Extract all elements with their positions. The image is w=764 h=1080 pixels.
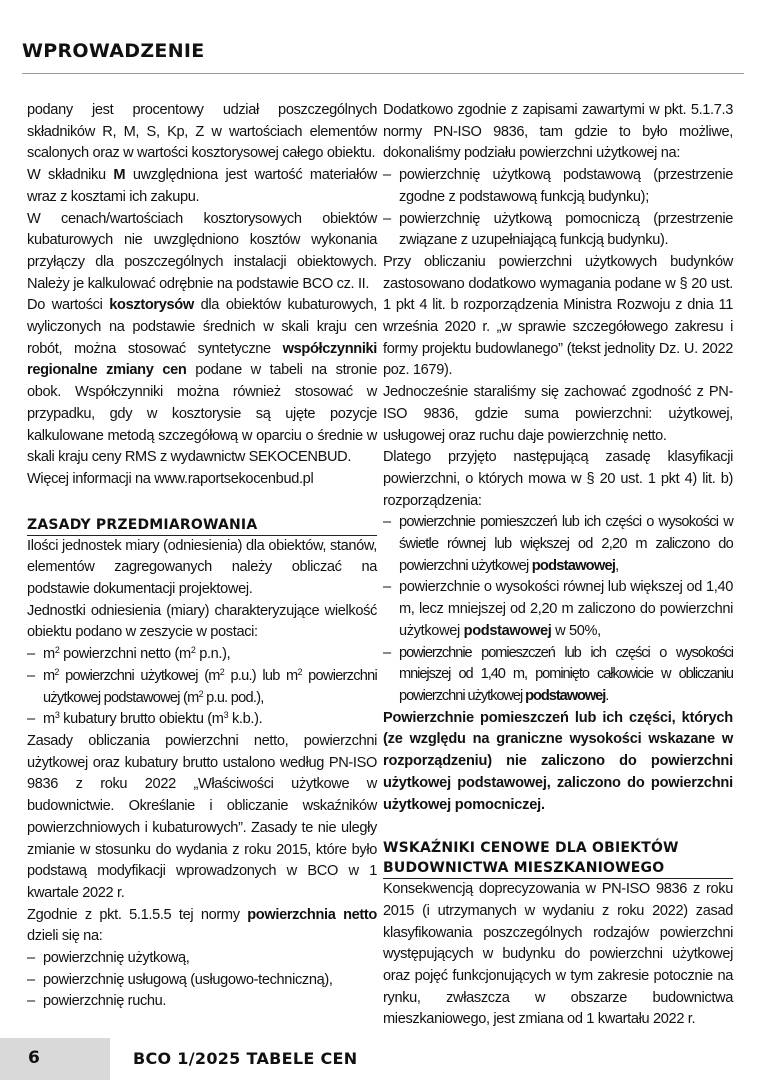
list-item: – powierzchnię usługową (usługowo-techniczną),	[27, 970, 377, 992]
list-item: – $m^2$ powierzchni użytkowej ($m^2$ p.u.) lub $m^2$ powierzchni użytkowej podstawowej ($m^2$ p.u. pod.),	[27, 666, 377, 709]
left-paragraph-8: Zasady obliczania powierzchni netto, powierzchni użytkowej oraz kubatury brutto ustalono według PN-ISO 9836 z roku 2022 „Właściwości użytkowe w budownictwie. Określanie i obliczanie wskaźników powierzchniowych i kubaturowych”. Zasady te nie uległy zmianie w stosunku do wydania z roku 2015, które było podstawą modyfikacji wprowadzonych w BCO w 1 kwartale 2022 r.	[27, 732, 377, 901]
list-item: – powierzchnię użytkową,	[27, 948, 377, 970]
page-section-title: WPROWADZENIE	[22, 40, 205, 62]
component-m-label: M	[113, 167, 126, 184]
left-paragraph-1: podany jest procentowy udział poszczególnych składników R, M, S, Kp, Z w wartościach elementów scalonych oraz w wartości kosztorysowej całego obiektu.	[27, 102, 377, 162]
section-heading-price-indicators: WSKAŹNIKI CENOWE DLA OBIEKTÓW BUDOWNICTWA MIESZKANIOWEGO	[383, 838, 733, 879]
page-number: 6	[28, 1048, 40, 1068]
list-item: – powierzchnie pomieszczeń lub ich części o wysokości mniejszej od 1,40 m, pominięto całkowicie w obliczaniu powierzchni użytkowej podstawowej.	[383, 643, 733, 708]
right-paragraph-1: Dodatkowo zgodnie z zapisami zawartymi w pkt. 5.1.7.3 normy PN-ISO 9836, tam gdzie to było możliwe, dokonaliśmy podziału powierzchni użytkowej na:	[383, 102, 733, 162]
left-paragraph-3: W cenach/wartościach kosztorysowych obiektów kubaturowych nie uwzględniono kosztów wykonania przyłączy dla poszczególnych instalacji obiektowych. Należy je kalkulować odrębnie na podstawie BCO cz. II.	[27, 210, 377, 292]
left-paragraph-2: W składniku M uwzględniona jest wartość materiałów wraz z kosztami ich zakupu.	[27, 167, 377, 205]
usable-area-list	[383, 165, 733, 252]
right-paragraph-2: Przy obliczaniu powierzchni użytkowych budynków zastosowano dodatkowo wymagania podane w § 20 ust. 1 pkt 4 lit. b rozporządzenia Ministra Rozwoju z dnia 11 września 2020 r. „w sprawie szczegółowego zakresu i formy projektu budowlanego” (tekst jednolity Dz. U. 2022 poz. 1679).	[383, 253, 733, 379]
height-classification-list	[383, 512, 733, 707]
right-bold-paragraph: Powierzchnie pomieszczeń lub ich części, których (ze względu na graniczne wysokości wskazane w rozporządzeniu) nie zaliczono do powierzchni użytkowej podstawowej, zaliczono do powierzchni użytkowej pomocniczej.	[383, 709, 733, 813]
left-column	[27, 100, 377, 1013]
right-column	[383, 100, 733, 1031]
footer-page-box	[0, 1038, 110, 1080]
publication-title: BCO 1/2025 TABELE CEN	[133, 1049, 358, 1068]
website-link[interactable]: Więcej informacji na www.raportsekocenbud.pl	[27, 470, 314, 487]
section-heading-measurement-rules: ZASADY PRZEDMIAROWANIA	[27, 515, 377, 536]
left-paragraph-6: Ilości jednostek miary (odniesienia) dla obiektów, stanów, elementów zagregowanych należy obliczać na podstawie dokumentacji projektowej.	[27, 537, 377, 598]
left-paragraph-7: Jednostki odniesienia (miary) charakteryzujące wielkość obiektu podano w zeszycie w postaci:	[27, 602, 377, 641]
right-paragraph-6: Konsekwencją doprecyzowania w PN-ISO 9836 z roku 2015 (i utrzymanych w wydaniu z roku 2022) zasad klasyfikowania poszczególnych rodzajów powierzchni występujących w budynku do powierzchni użytkowej oraz pojęć funkcjonujących w tym zakresie potocznie na rynku, zwłaszcza w obszarze budownictwa mieszkaniowego, jest zmiana od 1 kwartału 2022 r.	[383, 881, 733, 1028]
list-item: – powierzchnie o wysokości równej lub większej od 1,40 m, lecz mniejszej od 2,20 m zaliczono do powierzchni użytkowej podstawowej w 50%,	[383, 577, 733, 642]
list-item: – powierzchnię użytkową podstawową (przestrzenie zgodne z podstawową funkcją budynku);	[383, 165, 733, 208]
units-list	[27, 644, 377, 731]
right-paragraph-3: Jednocześnie staraliśmy się zachować zgodność z PN-ISO 9836, gdzie suma powierzchni: użytkowej, usługowej oraz ruchu daje powierzchnię netto.	[383, 384, 733, 444]
list-item: – powierzchnię ruchu.	[27, 991, 377, 1013]
header-divider	[22, 73, 744, 74]
left-paragraph-4: Do wartości kosztorysów dla obiektów kubaturowych, wyliczonych na podstawie średnich w skali kraju cen robót, można stosować syntetyczne współczynniki regionalne zmiany cen podane w tabeli na stronie obok. Współczynniki można również stosować w przypadku, gdy w kosztorysie są ujęte pozycje kalkulowane metodą szczegółową w oparciu o średnie w skali kraju ceny RMS z wydawnictw SEKOCENBUD.	[27, 297, 377, 466]
net-area-list	[27, 948, 377, 1013]
list-item: – $m^2$ powierzchni netto ($m^2$ p.n.),	[27, 644, 377, 666]
list-item: – powierzchnię użytkową pomocniczą (przestrzenie związane z uzupełniającą funkcją budynku).	[383, 209, 733, 252]
right-paragraph-4: Dlatego przyjęto następującą zasadę klasyfikacji powierzchni, o których mowa w § 20 ust. 1 pkt 4) lit. b) rozporządzenia:	[383, 449, 733, 509]
list-item: – $m^3$ kubatury brutto obiektu ($m^3$ k.b.).	[27, 709, 377, 731]
list-item: – powierzchnie pomieszczeń lub ich części o wysokości w świetle równej lub większej od 2,20 m zaliczono do powierzchni użytkowej podstawowej,	[383, 512, 733, 577]
left-paragraph-9: Zgodnie z pkt. 5.1.5.5 tej normy powierzchnia netto dzieli się na:	[27, 906, 377, 945]
